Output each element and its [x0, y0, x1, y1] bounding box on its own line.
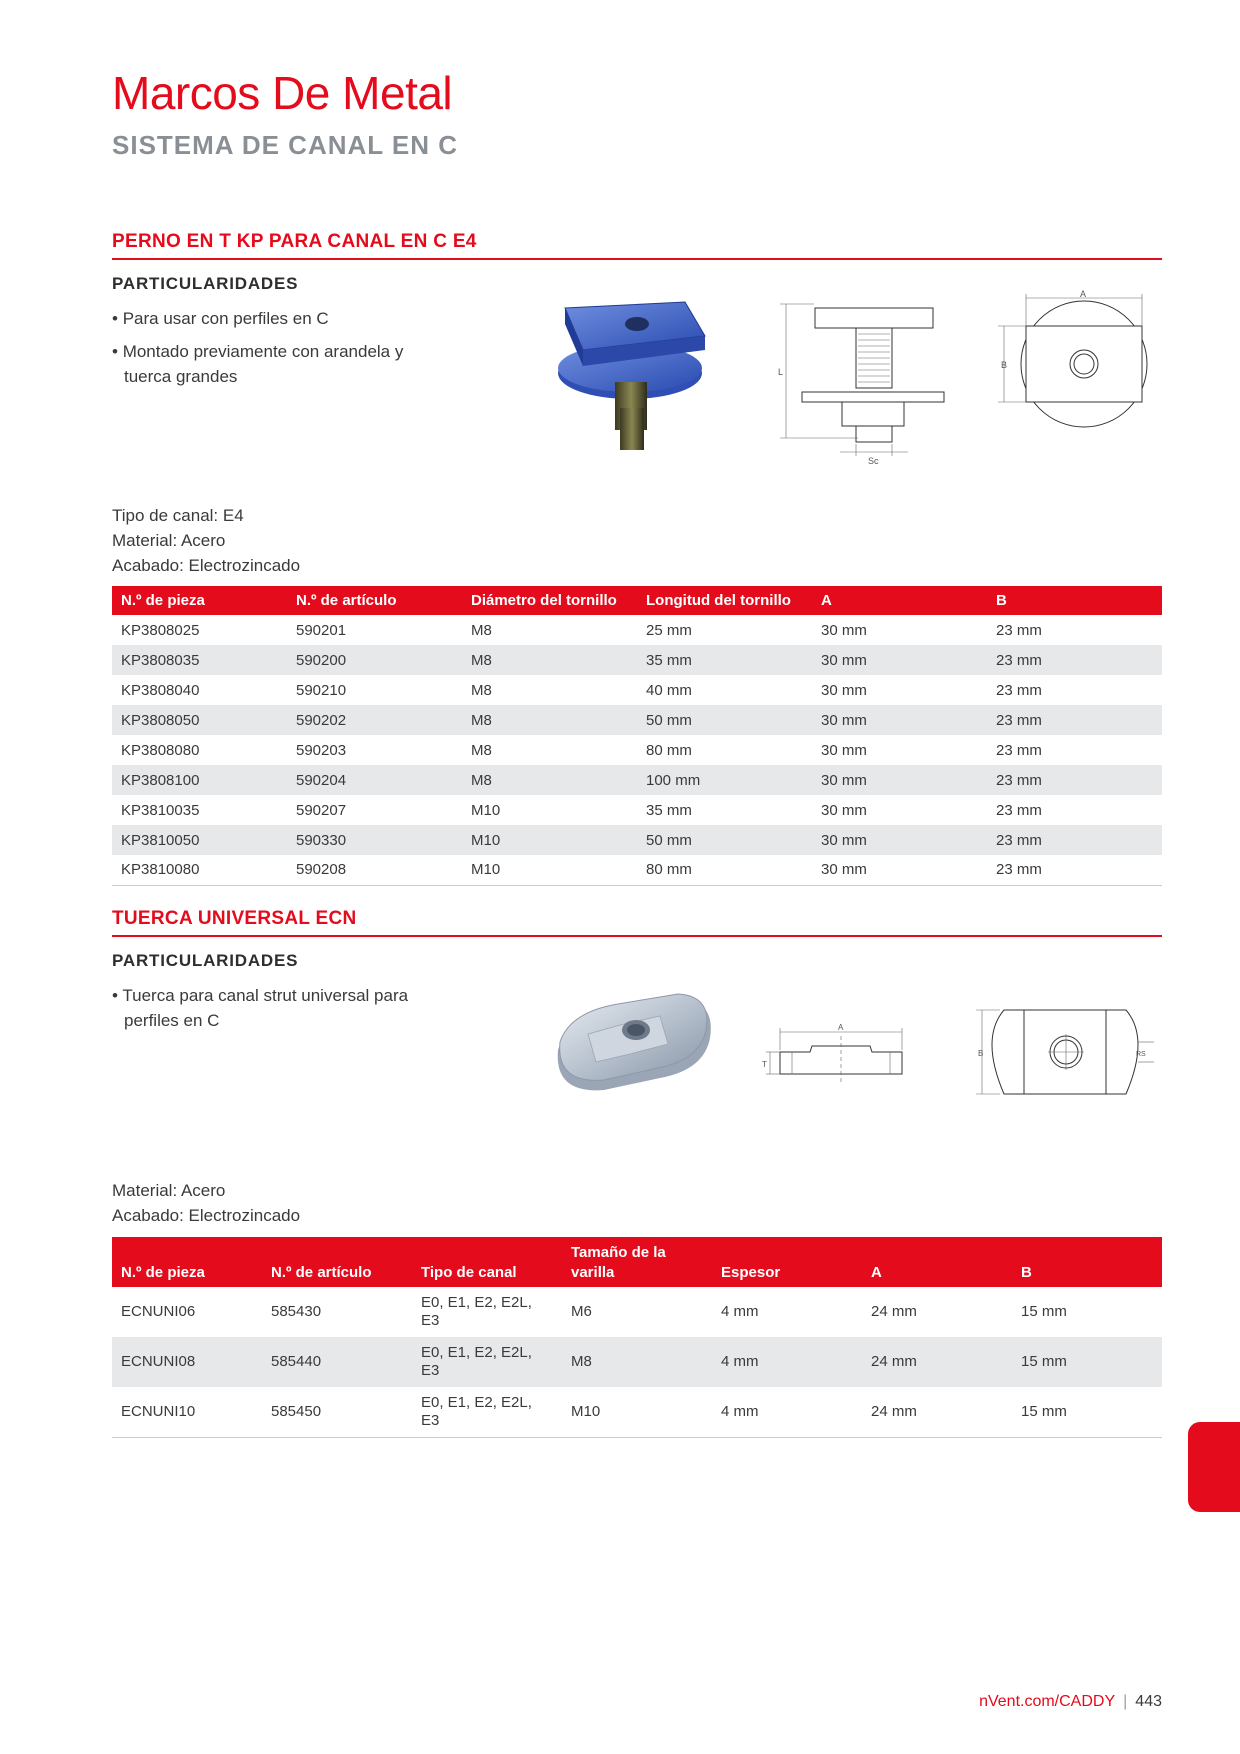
table-cell: 23 mm [996, 771, 1042, 789]
t-bolt-side-drawing [770, 296, 950, 466]
table-cell: ECNUNI08 [121, 1353, 196, 1370]
feature-item: • Para usar con perfiles en C [112, 306, 452, 331]
table-row [112, 765, 1162, 795]
table-cell: 30 mm [821, 771, 867, 789]
dim-label-l: L [778, 367, 784, 377]
features-title: PARTICULARIDADES [112, 274, 299, 293]
table-cell: 50 mm [646, 711, 692, 729]
ecn-nut-photo [548, 990, 718, 1102]
table-cell: 15 mm [1021, 1402, 1067, 1420]
table-cell: 4 mm [721, 1402, 759, 1420]
ecn-product-table [112, 1237, 1162, 1438]
table-cell: 585450 [271, 1402, 322, 1420]
footer-separator: | [1123, 1693, 1128, 1710]
t-bolt-top-drawing [992, 290, 1162, 440]
table-cell: 590201 [296, 621, 347, 639]
column-header: A [871, 1264, 882, 1281]
table-cell: 590204 [296, 771, 347, 789]
kp-product-table [112, 586, 1162, 886]
table-cell: 15 mm [1021, 1303, 1067, 1320]
ecn-top-drawing [970, 1004, 1156, 1104]
page-footer [979, 1693, 1162, 1711]
table-cell: KP3808035 [121, 651, 200, 669]
dim-label-a: A [838, 1023, 844, 1032]
section-title: TUERCA UNIVERSAL ECN [112, 908, 1162, 937]
table-cell: 23 mm [996, 831, 1042, 849]
table-cell: 80 mm [646, 741, 692, 759]
table-cell: ECNUNI10 [121, 1402, 196, 1420]
table-cell: 4 mm [721, 1303, 759, 1320]
feature-item: • Tuerca para canal strut universal para perfiles en C [112, 983, 452, 1033]
table-cell: 15 mm [1021, 1353, 1067, 1370]
table-row [112, 795, 1162, 825]
column-header: N.º de artículo [296, 592, 397, 609]
page-title: Marcos De Metal [112, 67, 453, 119]
table-cell: M8 [571, 1353, 592, 1370]
ecn-side-drawing [762, 1018, 932, 1088]
table-cell: M10 [471, 801, 501, 819]
table-cell: KP3808040 [121, 681, 200, 699]
feature-item: • Montado previamente con arandela y tuerca grandes [112, 339, 452, 389]
table-cell: 40 mm [646, 681, 692, 699]
footer-site-link[interactable]: nVent.com/CADDY [979, 1693, 1116, 1710]
table-row [112, 855, 1162, 885]
table-cell: 23 mm [996, 711, 1042, 729]
table-cell: 35 mm [646, 651, 692, 669]
table-cell: KP3810050 [121, 831, 200, 849]
column-header: A [821, 592, 832, 609]
table-cell: 30 mm [821, 681, 867, 699]
page-number: 443 [1135, 1693, 1162, 1710]
table-cell: 585430 [271, 1303, 322, 1320]
table-cell: 23 mm [996, 741, 1042, 759]
table-cell: 24 mm [871, 1303, 917, 1320]
table-cell: 23 mm [996, 801, 1042, 819]
dim-label-b: B [978, 1049, 984, 1058]
table-cell: E0, E1, E2, E2L, E3 [421, 1393, 532, 1429]
column-header: N.º de artículo [271, 1264, 372, 1281]
spec-line: Material: Acero [112, 1181, 226, 1200]
table-cell: KP3810080 [121, 861, 200, 879]
column-header: N.º de pieza [121, 592, 205, 609]
dim-label-a: A [1080, 290, 1087, 299]
table-cell: 30 mm [821, 621, 867, 639]
table-cell: 590330 [296, 831, 347, 849]
table-row [112, 1387, 1162, 1437]
table-cell: M10 [571, 1402, 601, 1420]
table-cell: KP3810035 [121, 801, 200, 819]
section-title: PERNO EN T KP PARA CANAL EN C E4 [112, 231, 1162, 260]
table-row [112, 735, 1162, 765]
features-title: PARTICULARIDADES [112, 951, 299, 970]
table-cell: 590208 [296, 861, 347, 879]
specs-block [112, 1178, 300, 1228]
table-cell: M8 [471, 741, 492, 759]
table-row [112, 615, 1162, 645]
dim-label-sc: Sc [868, 456, 879, 466]
column-header: B [996, 592, 1007, 609]
table-cell: 100 mm [646, 771, 701, 789]
table-cell: 23 mm [996, 651, 1042, 669]
table-cell: 30 mm [821, 741, 867, 759]
table-cell: 30 mm [821, 711, 867, 729]
page-subtitle: SISTEMA DE CANAL EN C [112, 130, 459, 160]
table-cell: 590207 [296, 801, 347, 819]
specs-block [112, 503, 300, 578]
table-cell: M8 [471, 681, 492, 699]
t-bolt-photo [545, 298, 725, 458]
spec-line: Tipo de canal: E4 [112, 506, 244, 525]
column-header: Longitud del tornillo [646, 592, 791, 609]
table-cell: KP3808100 [121, 771, 200, 789]
table-cell: 4 mm [721, 1353, 759, 1370]
table-cell: KP3808080 [121, 741, 200, 759]
features-list [112, 306, 452, 389]
table-cell: M10 [471, 831, 501, 849]
table-cell: E0, E1, E2, E2L, E3 [421, 1294, 532, 1329]
table-row [112, 1287, 1162, 1337]
table-cell: 30 mm [821, 651, 867, 669]
column-header: Tipo de canal [421, 1264, 517, 1281]
table-cell: 30 mm [821, 861, 867, 879]
spec-line: Acabado: Electrozincado [112, 1206, 301, 1225]
table-row [112, 705, 1162, 735]
table-row [112, 1337, 1162, 1387]
table-cell: KP3808025 [121, 621, 200, 639]
table-cell: 23 mm [996, 861, 1042, 879]
table-cell: 24 mm [871, 1402, 917, 1420]
table-cell: KP3808050 [121, 711, 200, 729]
table-cell: 590210 [296, 681, 347, 699]
table-row [112, 675, 1162, 705]
table-cell: M8 [471, 651, 492, 669]
table-cell: ECNUNI06 [121, 1303, 196, 1320]
column-header: B [1021, 1264, 1032, 1281]
chapter-tab [1188, 1422, 1240, 1512]
column-header: N.º de pieza [121, 1264, 205, 1281]
features-list [112, 983, 452, 1033]
spec-line: Acabado: Electrozincado [112, 556, 301, 575]
table-cell: 585440 [271, 1353, 322, 1370]
table-cell: 30 mm [821, 831, 867, 849]
column-header: Diámetro del tornillo [471, 592, 617, 609]
table-cell: M10 [471, 861, 501, 879]
column-header: Tamaño de la varilla [571, 1244, 666, 1281]
table-cell: 590203 [296, 741, 347, 759]
table-cell: M8 [471, 771, 492, 789]
table-header-row [112, 586, 1162, 615]
spec-line: Material: Acero [112, 531, 226, 550]
table-row [112, 645, 1162, 675]
table-cell: 24 mm [871, 1353, 917, 1370]
table-header-row [112, 1237, 1162, 1287]
dim-label-rs: RS [1136, 1051, 1146, 1058]
table-cell: 590202 [296, 711, 347, 729]
table-cell: 50 mm [646, 831, 692, 849]
table-row [112, 825, 1162, 855]
table-cell: M8 [471, 621, 492, 639]
table-cell: M8 [471, 711, 492, 729]
table-cell: 30 mm [821, 801, 867, 819]
table-cell: M6 [571, 1303, 592, 1320]
table-cell: 80 mm [646, 861, 692, 879]
column-header: Espesor [721, 1264, 781, 1281]
dim-label-b: B [1001, 360, 1008, 370]
table-cell: 25 mm [646, 621, 692, 639]
table-cell: 35 mm [646, 801, 692, 819]
table-cell: E0, E1, E2, E2L, E3 [421, 1344, 532, 1379]
dim-label-t: T [762, 1060, 767, 1069]
table-cell: 590200 [296, 651, 347, 669]
table-cell: 23 mm [996, 681, 1042, 699]
table-cell: 23 mm [996, 621, 1042, 639]
